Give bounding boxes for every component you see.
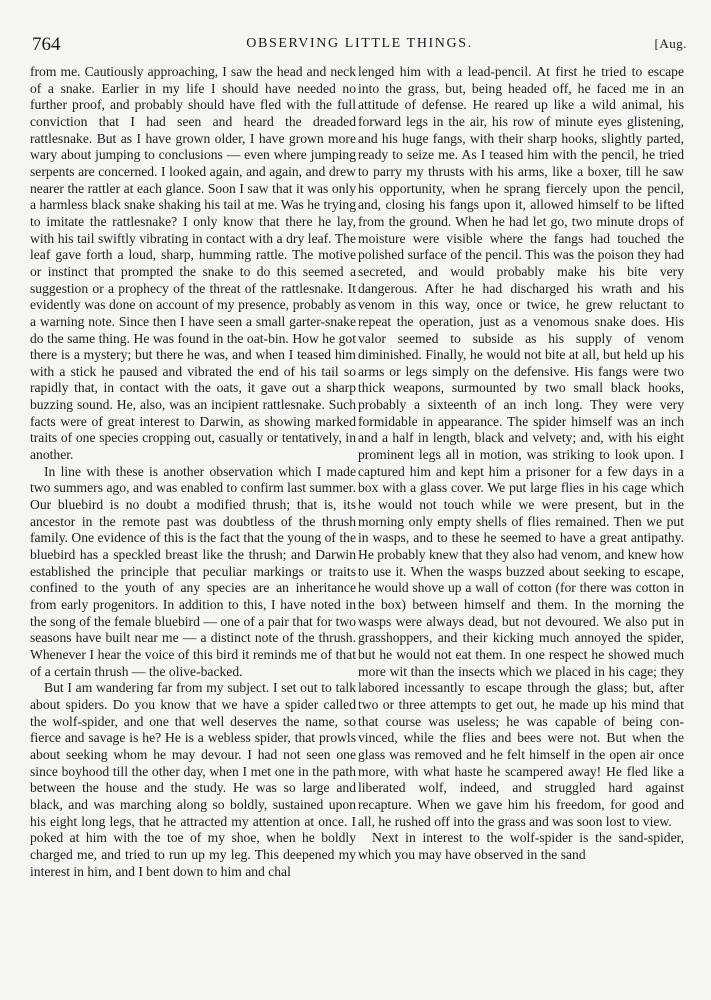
running-title: OBSERVING LITTLE THINGS. — [246, 36, 473, 51]
left-column — [30, 64, 356, 880]
paragraph-spider-intro: But I am wandering far from my subject. I set out to talk about spiders. Do you know that we have a spider called the wolf-spider, and one that well deserves the name, so fierce and savage is he? He is a webless spider, that prowls about seeking whom he may devour. I had not seen one since boyhood till the other day, when I met one in the path between the house and the study. He was so large and black, and was marching along so boldly, sustained upon his eight long legs, that he attracted my attention at once. I poked at him with the toe of my shoe, when he boldly charged me, and tried to run up my leg. This deepened my interest in him, and I bent down to him and chal — [30, 680, 356, 879]
month-tag: [Aug. — [654, 36, 687, 51]
right-column — [358, 64, 684, 864]
running-head — [32, 34, 687, 58]
paragraph-sand-spider: Next in interest to the wolf-spider is the sand-spider, which you may have observed in the sand — [358, 830, 684, 862]
paragraph-snake: from me. Cautiously approaching, I saw the head and neck of a snake. Earlier in my life I should have needed no further proof, and probably should have fled with the full conviction that I had seen and heard the dreaded rattlesnake. But as I have grown older, I have grown more wary about jumping to conclusions — even where jumping serpents are concerned. I looked again, and again, and drew nearer the rattler at each glance. Soon I saw that it was only a harmless black snake shaking his tail at me. Was he trying to imitate the rattlesnake? I only know that there he lay, with his tail swiftly vibrating in contact with a dry leaf. The leaf gave forth a loud, sharp, humming rattle. The motive or instinct that prompted the snake to do this seemed a suggestion or a prophecy of the threat of the rattlesnake. It evidently was done on account of my presence, probably as a warning note. Since then I have seen a small garter-snake do the same thing. He was found in the oat-bin. How he got there is a mystery; but there he was, and when I teased him with a stick he paused and vibrated the end of his tail so rapidly that, in contact with the oats, it gave out a sharp buzzing sound. He, also, was an incipient rattlesnake. Such facts were of great interest to Darwin, as showing marked traits of one species cropping out, casually or tentatively, in another. — [30, 64, 356, 463]
page-number: 764 — [32, 34, 61, 55]
paragraph-wolf-spider: lenged him with a lead-pencil. At first he tried to escape into the grass, but, being headed off, he faced me in an attitude of defense. He reared up like a wild animal, his forward legs in the air, his row of minute eyes glistening, and his huge fangs, with their sharp hooks, slightly parted, ready to seize me. As I teased him with the pencil, he tried to parry my thrusts with his arms, like a boxer, till he saw his opportunity, when he sprang fiercely upon the pencil, and, closing his fangs upon it, allowed himself to be lifted from the ground. When he had let go, two minute drops of moisture were visible where the fangs had touched the polished surface of the pencil. This was the poison they had secreted, and would probably make his bite very dangerous. After he had discharged his wrath and his venom in this way, once or twice, he grew reluctant to repeat the operation, just as a venomous snake does. His valor seemed to subside as his supply of venom diminished. Finally, he would not bite at all, but held up his arms or legs simply on the defensive. His fangs were two thick weapons, surmounted by two small black hooks, probably a sixteenth of an inch long. They were very formidable in appearance. The spider himself was an inch and a half in length, black and velvety; and, with his eight prominent legs all in motion, was striking to look upon. I captured him and kept him a prisoner for a few days in a box with a glass cover. We put large flies in his cage which he would not touch while we were present, but in the morning only empty shells of flies remained. Then we put in wasps, and to these he seemed to have a great antipathy. He probably knew that they also had venom, and knew how to use it. When the wasps buzzed about seeking to escape, he would shove up a wall of cotton (for there was cotton in the box) between himself and them. In the morning the wasps were always dead, but not devoured. We also put in grasshoppers, and their kicking much annoyed the spider, but he would not eat them. In one respect he showed much more wit than the insects which we placed in his cage; they labored incessantly to escape through the glass; but, after two or three attempts to get out, he made up his mind that that course was useless; he was capable of being convinced, while the flies and bees were not. But when the glass was removed and he felt himself in the open air once more, with what haste he scampered away! He fled like a liberated wolf, indeed, and struggled hard against recapture. When we gave him his freedom, for good and all, he rushed off into the grass and was soon lost to view. — [358, 64, 684, 829]
paragraph-bluebird: In line with these is another observation which I made two summers ago, and was enabled to confirm last summer. Our bluebird is no doubt a modified thrush; that is, its ancestor in the remote past was doubtless of the thrush family. One evidence of this is the fact that the young of the bluebird has a speckled breast like the thrush; and Darwin established the principle that peculiar markings or traits confined to the youth of any species are an inheritance from early progenitors. In addition to this, I have noted in the song of the female bluebird — one of a pair that for two seasons have built near me — a distinct note of the thrush. Whenever I hear the voice of this bird it reminds me of that of a certain thrush — the olive-backed. — [30, 463, 356, 679]
